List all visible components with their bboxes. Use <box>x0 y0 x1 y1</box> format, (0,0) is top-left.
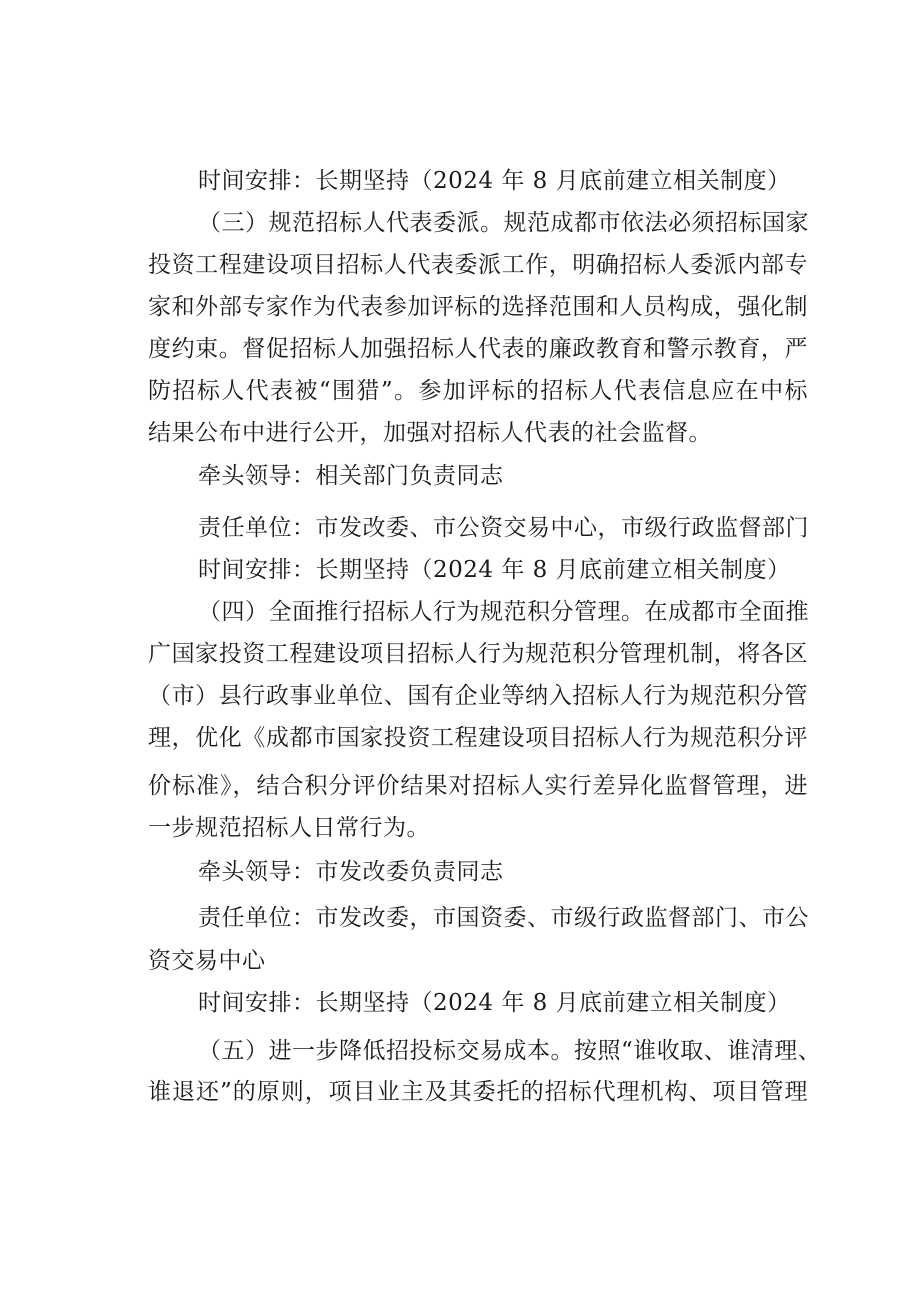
paragraph-line: 理，优化《成都市国家投资工程建设项目招标人行为规范积分评 <box>148 725 808 751</box>
paragraph-line: 投资工程建设项目招标人代表委派工作，明确招标人委派内部专 <box>148 252 808 278</box>
paragraph-line: 度约束。督促招标人加强招标人代表的廉政教育和警示教育，严 <box>148 336 808 362</box>
paragraph-line: 牵头领导：市发改委负责同志 <box>198 859 504 885</box>
paragraph-line: 资交易中心 <box>148 948 266 974</box>
paragraph-line: 时间安排：长期坚持（2024 年 8 月底前建立相关制度） <box>198 557 791 583</box>
paragraph-line: 价标准》，结合积分评价结果对招标人实行差异化监督管理，进 <box>148 773 808 799</box>
paragraph-line: 广国家投资工程建设项目招标人行为规范积分管理机制，将各区 <box>148 641 808 667</box>
paragraph-line: （四）全面推行招标人行为规范积分管理。在成都市全面推 <box>198 599 809 625</box>
paragraph-line: （市）县行政事业单位、国有企业等纳入招标人行为规范积分管 <box>148 683 808 709</box>
paragraph-line: 防招标人代表被“围猎”。参加评标的招标人代表信息应在中标 <box>148 378 808 404</box>
paragraph-line: （五）进一步降低招投标交易成本。按照“谁收取、谁清理、 <box>198 1038 822 1064</box>
paragraph-line: 家和外部专家作为代表参加评标的选择范围和人员构成，强化制 <box>148 294 808 320</box>
paragraph-line: 一步规范招标人日常行为。 <box>148 815 430 841</box>
paragraph-line: 时间安排：长期坚持（2024 年 8 月底前建立相关制度） <box>198 990 791 1016</box>
paragraph-line: 时间安排：长期坚持（2024 年 8 月底前建立相关制度） <box>198 168 791 194</box>
paragraph-line: 结果公布中进行公开，加强对招标人代表的社会监督。 <box>148 420 712 446</box>
paragraph-line: 责任单位：市发改委、市公资交易中心，市级行政监督部门 <box>198 515 809 541</box>
paragraph-line: （三）规范招标人代表委派。规范成都市依法必须招标国家 <box>198 210 809 236</box>
paragraph-line: 谁退还”的原则，项目业主及其委托的招标代理机构、项目管理 <box>148 1079 808 1105</box>
paragraph-line: 牵头领导：相关部门负责同志 <box>198 463 504 489</box>
paragraph-line: 责任单位：市发改委，市国资委、市级行政监督部门、市公 <box>198 905 809 931</box>
